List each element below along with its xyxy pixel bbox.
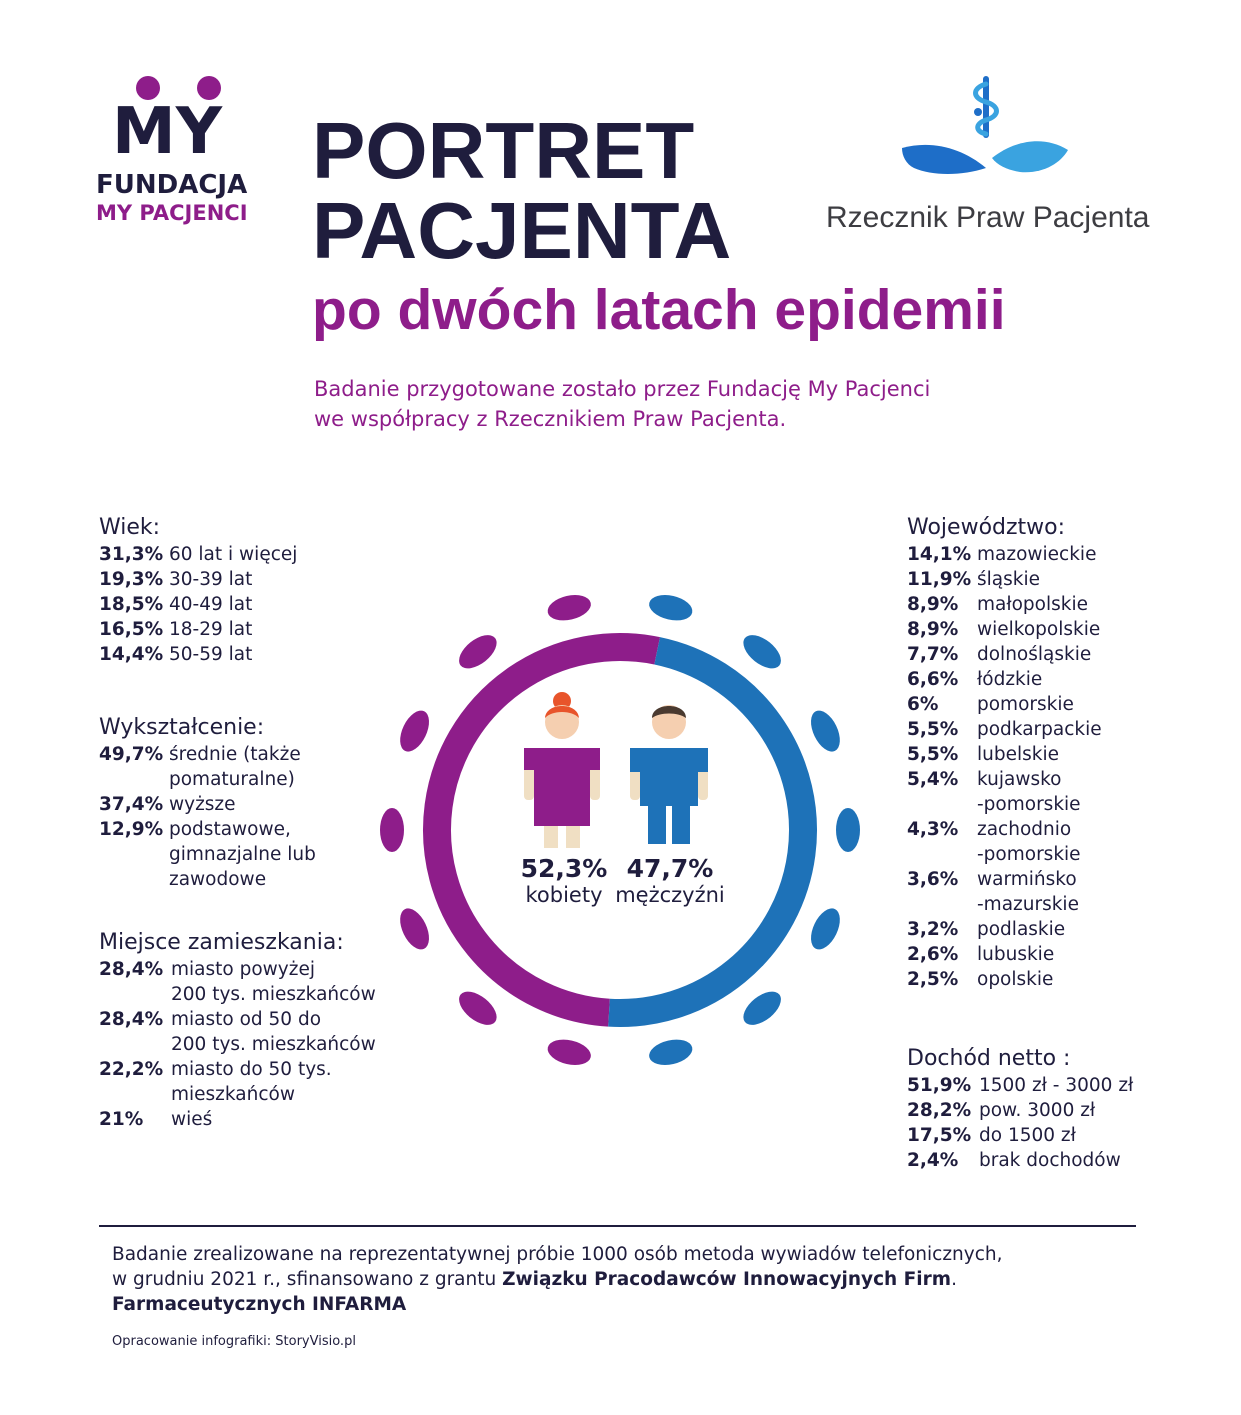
section-wyksztalcenie <box>99 714 316 892</box>
wyksztalcenie-item-pct: 12,9% <box>99 819 164 840</box>
miejsce-item <box>99 1057 376 1107</box>
wyksztalcenie-item <box>99 817 316 892</box>
wojewodztwo-item-label <box>977 667 1042 692</box>
wojewodztwo-item <box>907 767 1102 817</box>
wyksztalcenie-item-label-line: zawodowe <box>169 869 267 890</box>
dochod-item <box>907 1073 1133 1098</box>
wojewodztwo-item-label-line: zachodnio <box>977 819 1072 840</box>
section-miejsce <box>99 929 376 1132</box>
wojewodztwo-item-label <box>977 817 1081 867</box>
wojewodztwo-item-pct: 8,9% <box>907 594 959 615</box>
wyksztalcenie-item-label <box>169 792 236 817</box>
wiek-title: Wiek: <box>99 515 161 540</box>
footer-line2-post: . <box>951 1269 957 1290</box>
miejsce-item-label-line: miasto od 50 do <box>171 1009 322 1030</box>
miejsce-item-label-line: miasto powyżej <box>171 959 315 980</box>
decor-dot <box>805 706 846 756</box>
wojewodztwo-item-label-line: podkarpackie <box>977 719 1102 740</box>
dochod-item-label <box>979 1073 1133 1098</box>
decor-dot <box>647 1036 695 1069</box>
decor-dot <box>453 629 502 675</box>
wojewodztwo-item-pct: 11,9% <box>907 569 972 590</box>
wyksztalcenie-item-label-line: wyższe <box>169 794 236 815</box>
wojewodztwo-item-pct: 14,1% <box>907 544 972 565</box>
miejsce-title: Miejsce zamieszkania: <box>99 930 344 955</box>
woman-icon <box>524 692 600 848</box>
category-female: kobiety <box>525 883 603 907</box>
logo-line1: FUNDACJA <box>96 170 248 200</box>
wyksztalcenie-item-label-line: średnie (także <box>169 744 301 765</box>
wojewodztwo-item <box>907 617 1102 642</box>
wojewodztwo-item-label-line: wielkopolskie <box>977 619 1101 640</box>
wiek-item-label-line: 18-29 lat <box>169 619 253 640</box>
wojewodztwo-item-pct: 2,6% <box>907 944 959 965</box>
wyksztalcenie-item-label <box>169 817 316 892</box>
decor-dot <box>545 591 593 624</box>
dochod-item-pct: 28,2% <box>907 1100 972 1121</box>
wojewodztwo-item-label <box>977 542 1096 567</box>
wiek-item <box>99 592 297 617</box>
wiek-item <box>99 542 297 567</box>
wojewodztwo-item <box>907 592 1102 617</box>
footer-text <box>112 1242 1003 1317</box>
wiek-item-label <box>169 642 252 667</box>
section-dochod <box>907 1045 1133 1173</box>
value-male: 47,7% <box>626 854 714 883</box>
wojewodztwo-item <box>907 967 1102 992</box>
wojewodztwo-item <box>907 667 1102 692</box>
miejsce-item <box>99 1007 376 1057</box>
wojewodztwo-item-label-line: warmińsko <box>977 869 1077 890</box>
wiek-item-label-line: 40-49 lat <box>169 594 253 615</box>
wojewodztwo-item-label-line: -mazurskie <box>977 894 1079 915</box>
donut-segment-1 <box>609 651 803 1013</box>
wiek-item-pct: 16,5% <box>99 619 164 640</box>
footer-line3 <box>112 1292 1003 1317</box>
wojewodztwo-item <box>907 542 1102 567</box>
wojewodztwo-item-label <box>977 917 1065 942</box>
miejsce-item-label <box>171 957 376 1007</box>
wiek-item-pct: 14,4% <box>99 644 164 665</box>
wojewodztwo-item-label-line: -pomorskie <box>977 844 1081 865</box>
wojewodztwo-item-label-line: opolskie <box>977 969 1054 990</box>
wojewodztwo-item-pct: 8,9% <box>907 619 959 640</box>
section-wojewodztwo <box>907 514 1102 992</box>
footer-line2 <box>112 1267 1003 1292</box>
wiek-item-label <box>169 592 252 617</box>
wojewodztwo-item-label-line: podlaskie <box>977 919 1066 940</box>
wojewodztwo-item-label-line: łódzkie <box>977 669 1043 690</box>
wojewodztwo-item-label-line: kujawsko <box>977 769 1062 790</box>
wojewodztwo-title: Województwo: <box>907 515 1066 540</box>
wojewodztwo-item-label <box>977 767 1081 817</box>
wojewodztwo-item-label-line: małopolskie <box>977 594 1089 615</box>
miejsce-item-pct: 28,4% <box>99 959 164 980</box>
dochod-title: Dochód netto : <box>907 1046 1071 1071</box>
wojewodztwo-item-pct: 5,5% <box>907 744 959 765</box>
wojewodztwo-item-label-line: lubuskie <box>977 944 1055 965</box>
decor-dot <box>647 591 695 624</box>
wojewodztwo-item-label <box>977 942 1054 967</box>
wojewodztwo-item-label-line: -pomorskie <box>977 794 1081 815</box>
miejsce-item-label-line: 200 tys. mieszkańców <box>171 1034 376 1055</box>
decor-dot <box>805 904 846 954</box>
intro-line2: we współpracy z Rzecznikiem Praw Pacjenta. <box>314 407 787 431</box>
title-subtitle: po dwóch latach epidemii <box>312 278 1006 342</box>
gender-donut-chart <box>380 590 860 1070</box>
miejsce-item-label-line: 200 tys. mieszkańców <box>171 984 376 1005</box>
wojewodztwo-item-label <box>977 617 1100 642</box>
wojewodztwo-item-label <box>977 967 1053 992</box>
wyksztalcenie-item <box>99 792 316 817</box>
wojewodztwo-item <box>907 817 1102 867</box>
wojewodztwo-item <box>907 717 1102 742</box>
wojewodztwo-item-label <box>977 692 1074 717</box>
wiek-item-label <box>169 617 252 642</box>
miejsce-item <box>99 1107 376 1132</box>
wojewodztwo-item-pct: 4,3% <box>907 819 959 840</box>
wojewodztwo-item <box>907 867 1102 917</box>
wiek-item-pct: 31,3% <box>99 544 164 565</box>
wyksztalcenie-item-label <box>169 742 301 792</box>
miejsce-item-label <box>171 1107 212 1132</box>
dochod-item-label <box>979 1148 1121 1173</box>
decor-dot <box>737 629 786 675</box>
decor-dot <box>737 985 786 1031</box>
wojewodztwo-item <box>907 642 1102 667</box>
section-wiek <box>99 514 297 667</box>
wyksztalcenie-item-label-line: podstawowe, <box>169 819 291 840</box>
label-female <box>518 854 610 907</box>
decor-dot <box>453 985 502 1031</box>
dochod-item-label-line: pow. 3000 zł <box>979 1100 1096 1121</box>
category-male: mężczyźni <box>615 883 725 907</box>
wojewodztwo-item-pct: 7,7% <box>907 644 959 665</box>
wojewodztwo-item-label-line: mazowieckie <box>977 544 1097 565</box>
footer-line2-bold: Związku Pracodawców Innowacyjnych Firm <box>502 1269 952 1290</box>
wojewodztwo-item-pct: 6,6% <box>907 669 959 690</box>
caduceus-hands-icon <box>892 72 1082 192</box>
wojewodztwo-item-label <box>977 567 1040 592</box>
wojewodztwo-item-label <box>977 642 1091 667</box>
wojewodztwo-item <box>907 567 1102 592</box>
title-line2: PACJENTA <box>312 186 732 275</box>
wyksztalcenie-item-pct: 49,7% <box>99 744 164 765</box>
wojewodztwo-item-label <box>977 867 1079 917</box>
wojewodztwo-item-label-line: lubelskie <box>977 744 1060 765</box>
wiek-item-pct: 19,3% <box>99 569 164 590</box>
dochod-item-pct: 2,4% <box>907 1150 959 1171</box>
miejsce-item-label <box>171 1057 332 1107</box>
miejsce-item-pct: 22,2% <box>99 1059 164 1080</box>
man-icon <box>630 705 708 844</box>
value-female: 52,3% <box>520 854 608 883</box>
miejsce-item-label <box>171 1007 376 1057</box>
wojewodztwo-item-pct: 2,5% <box>907 969 959 990</box>
dochod-item-label-line: 1500 zł - 3000 zł <box>979 1075 1134 1096</box>
title-line1: PORTRET <box>312 106 695 195</box>
wojewodztwo-item-label-line: śląskie <box>977 569 1040 590</box>
wojewodztwo-item <box>907 942 1102 967</box>
wiek-item <box>99 567 297 592</box>
miejsce-item-label-line: mieszkańców <box>171 1084 295 1105</box>
wojewodztwo-item-label-line: pomorskie <box>977 694 1074 715</box>
rzecznik-name: Rzecznik Praw Pacjenta <box>826 201 1150 234</box>
footer-divider <box>99 1225 1136 1227</box>
footer-line2-pre: w grudniu 2021 r., sfinansowano z grantu <box>112 1269 503 1290</box>
intro-line1: Badanie przygotowane zostało przez Fundację My Pacjenci <box>314 377 931 401</box>
miejsce-item-label-line: wieś <box>171 1109 213 1130</box>
wyksztalcenie-item <box>99 742 316 792</box>
dochod-item-label <box>979 1123 1076 1148</box>
wojewodztwo-item-pct: 6% <box>907 694 939 715</box>
dochod-item-label-line: brak dochodów <box>979 1150 1121 1171</box>
dochod-item-pct: 17,5% <box>907 1125 972 1146</box>
wojewodztwo-item <box>907 692 1102 717</box>
wiek-item <box>99 642 297 667</box>
wiek-item-label <box>169 542 297 567</box>
miejsce-item <box>99 957 376 1007</box>
wojewodztwo-item-label <box>977 717 1102 742</box>
logo-mark: MY <box>112 95 223 169</box>
dochod-item <box>907 1123 1133 1148</box>
dochod-item-pct: 51,9% <box>907 1075 972 1096</box>
dochod-item <box>907 1098 1133 1123</box>
decor-dot <box>836 808 860 852</box>
wojewodztwo-item-pct: 3,2% <box>907 919 959 940</box>
wojewodztwo-item-label <box>977 742 1059 767</box>
people-icon <box>524 692 708 848</box>
miejsce-item-label-line: miasto do 50 tys. <box>171 1059 332 1080</box>
wiek-item-label <box>169 567 252 592</box>
logo-line2: MY PACJENCI <box>96 201 248 225</box>
miejsce-item-pct: 28,4% <box>99 1009 164 1030</box>
credit-text: Opracowanie infografiki: StoryVisio.pl <box>112 1334 356 1349</box>
wyksztalcenie-item-pct: 37,4% <box>99 794 164 815</box>
decor-dot <box>380 808 404 852</box>
intro-text <box>314 374 930 434</box>
miejsce-item-pct: 21% <box>99 1109 144 1130</box>
decor-dot <box>394 706 435 756</box>
dochod-item <box>907 1148 1133 1173</box>
dochod-item-label-line: do 1500 zł <box>979 1125 1076 1146</box>
wojewodztwo-item-pct: 5,4% <box>907 769 959 790</box>
wyksztalcenie-item-label-line: gimnazjalne lub <box>169 844 316 865</box>
wojewodztwo-item-label <box>977 592 1088 617</box>
dochod-item-label <box>979 1098 1095 1123</box>
wojewodztwo-item-pct: 3,6% <box>907 869 959 890</box>
wiek-item-label-line: 50-59 lat <box>169 644 253 665</box>
wojewodztwo-item <box>907 917 1102 942</box>
wiek-item-label-line: 60 lat i więcej <box>169 544 298 565</box>
decor-dot <box>394 904 435 954</box>
wojewodztwo-item-pct: 5,5% <box>907 719 959 740</box>
footer-line3-bold: Farmaceutycznych INFARMA <box>112 1294 407 1315</box>
wiek-item-pct: 18,5% <box>99 594 164 615</box>
wojewodztwo-item-label-line: dolnośląskie <box>977 644 1092 665</box>
wojewodztwo-item <box>907 742 1102 767</box>
label-male <box>612 854 728 907</box>
wiek-item <box>99 617 297 642</box>
decor-dot <box>545 1036 593 1069</box>
footer-line1: Badanie zrealizowane na reprezentatywnej próbie 1000 osób metoda wywiadów telefonicznych, <box>112 1244 1003 1265</box>
wyksztalcenie-item-label-line: pomaturalne) <box>169 769 295 790</box>
wiek-item-label-line: 30-39 lat <box>169 569 253 590</box>
wyksztalcenie-title: Wykształcenie: <box>99 715 265 740</box>
